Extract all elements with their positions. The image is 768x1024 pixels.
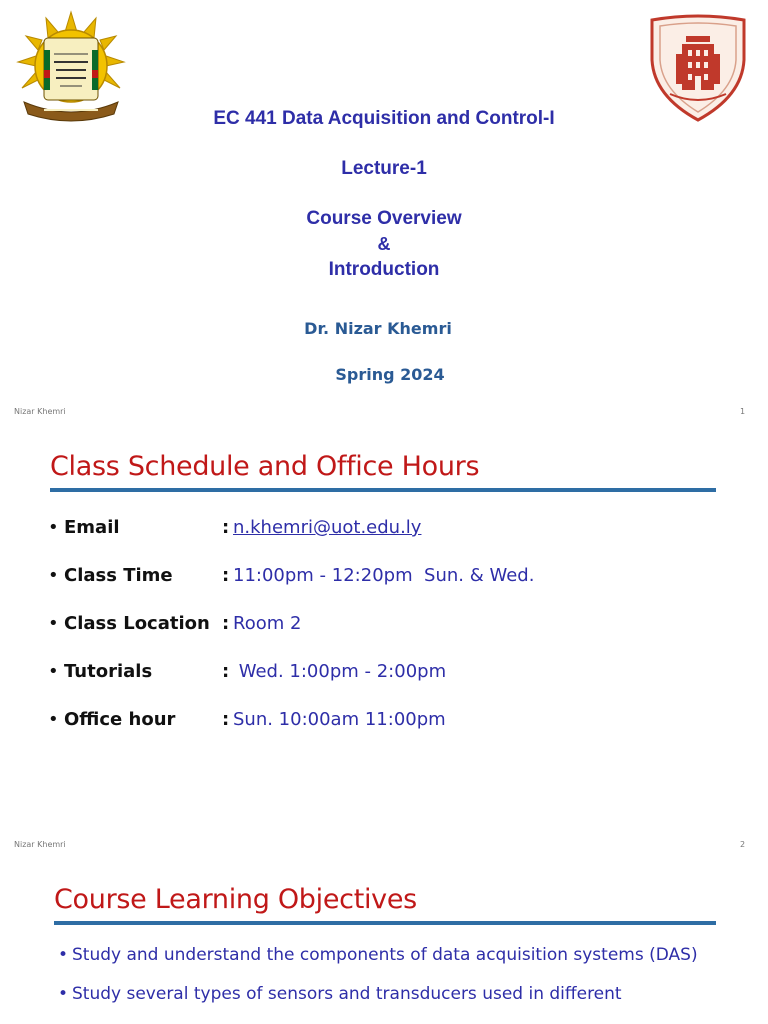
author-name: Dr. Nizar Khemri (304, 319, 452, 338)
objective-item (58, 984, 622, 1004)
objective-text: Study and understand the components of data acquisition systems (DAS) (72, 945, 698, 965)
bullet: • (48, 517, 59, 538)
overview-line: Course Overview (306, 208, 462, 229)
slide-1 (0, 0, 768, 425)
row-label: Email (64, 517, 120, 538)
row-colon: : (222, 613, 230, 634)
page-number: 1 (740, 407, 746, 416)
page-number: 2 (740, 840, 746, 849)
course-title: EC 441 Data Acquisition and Control-I (213, 108, 555, 129)
schedule-row-office-hour (48, 709, 608, 737)
row-value: Room 2 (233, 613, 302, 634)
slide-heading: Course Learning Objectives (54, 884, 417, 915)
row-label: Class Time (64, 565, 173, 586)
bullet: • (58, 984, 69, 1004)
bullet: • (58, 945, 69, 965)
bullet: • (48, 661, 59, 682)
heading-underline (54, 921, 716, 925)
row-label: Office hour (64, 709, 176, 730)
schedule-row-class-location (48, 613, 608, 641)
row-value: Wed. 1:00pm - 2:00pm (233, 661, 447, 682)
heading-underline (50, 488, 716, 492)
row-label: Tutorials (64, 661, 153, 682)
university-logo-icon (14, 10, 128, 122)
row-colon: : (222, 565, 230, 586)
footer-author: Nizar Khemri (14, 840, 66, 849)
ampersand-line: & (377, 234, 391, 254)
row-value: 11:00pm - 12:20pm Sun. & Wed. (233, 565, 535, 586)
objective-item (58, 945, 698, 965)
slide-heading: Class Schedule and Office Hours (50, 451, 480, 482)
email-link[interactable]: n.khemri@uot.edu.ly (233, 517, 422, 538)
bullet: • (48, 565, 59, 586)
row-label: Class Location (64, 613, 210, 634)
schedule-row-tutorials (48, 661, 608, 689)
slide-2 (0, 433, 768, 858)
footer-author: Nizar Khemri (14, 407, 66, 416)
row-colon: : (222, 517, 230, 538)
objective-text: Study several types of sensors and transducers used in different (72, 984, 622, 1004)
email-link-wrap (233, 517, 421, 538)
lecture-number: Lecture-1 (341, 158, 427, 179)
row-value: Sun. 10:00am 11:00pm (233, 709, 446, 730)
schedule-row-class-time (48, 565, 608, 593)
bullet: • (48, 709, 59, 730)
slide-3 (0, 866, 768, 1024)
row-colon: : (222, 661, 230, 682)
schedule-row-email (48, 517, 608, 545)
row-colon: : (222, 709, 230, 730)
bullet: • (48, 613, 59, 634)
introduction-line: Introduction (328, 259, 440, 280)
term: Spring 2024 (335, 365, 445, 384)
